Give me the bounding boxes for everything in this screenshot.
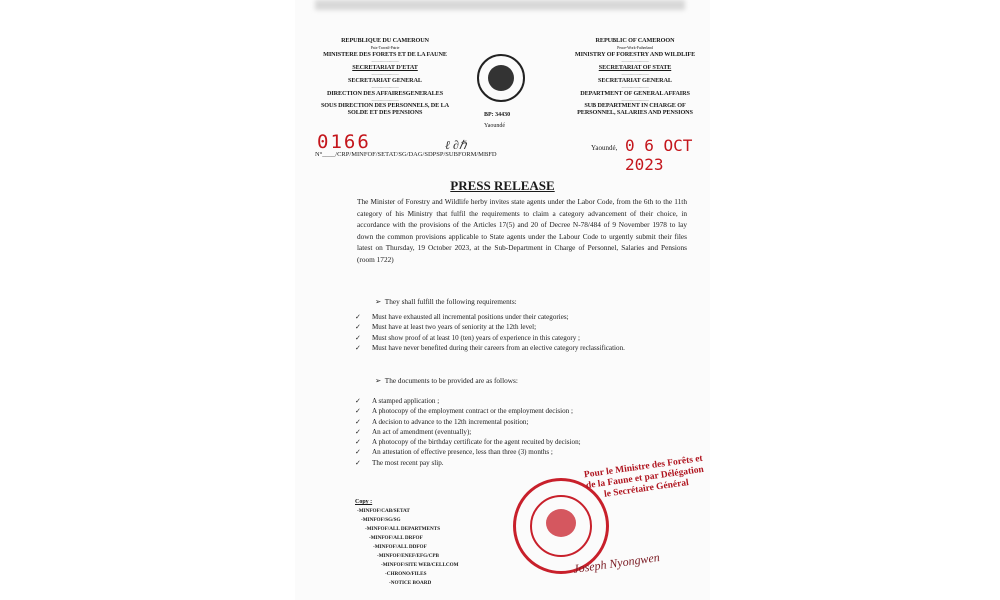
reference-number-stamp: 0166 [317, 131, 371, 153]
list-item: ✓ Must have never benefited during their careers from an elective category reclassification. [355, 343, 695, 353]
header-left-french [315, 36, 455, 116]
press-release-document [295, 0, 710, 600]
header-right-line4: SECRETARIAT GENERAL [598, 77, 672, 84]
date-stamp: 0 6 OCT 2023 [625, 136, 693, 174]
header-divider: .............................. [371, 58, 399, 63]
copy-item: -NOTICE BOARD [389, 580, 432, 586]
signature: Joseph Nyongwen [572, 550, 661, 576]
documents-lead-text: The documents to be provided are as follows: [384, 376, 518, 385]
copy-item: -MINFOF/SITE WEB/CELLCOM [381, 562, 459, 568]
header-left-line5: DIRECTION DES AFFAIRESGENERALES [326, 90, 444, 97]
reference-line: N°____/CRP/MINFOF/SETAT/SG/DAG/SDPSP/SUBFORM/MBFD [315, 151, 497, 158]
header-divider: .............................. [371, 97, 399, 102]
header-divider: .............................. [621, 71, 649, 76]
header-right-motto: Peace-Work-Fatherland [617, 45, 653, 50]
list-item: ✓ Must have exhausted all incremental positions under their categories; [355, 312, 695, 322]
header-right-line5: DEPARTMENT OF GENERAL AFFAIRS [580, 90, 690, 97]
header-right-line1: REPUBLIC OF CAMEROON [595, 37, 675, 44]
header-right-line2: MINISTRY OF FORESTRY AND WILDLIFE [574, 51, 696, 58]
header-left-line6: SOUS DIRECTION DES PERSONNELS, DE LA SOLDE ET DES PENSIONS [320, 102, 450, 116]
list-item: ✓ A photocopy of the birthday certificate for the agent recuited by decision; [355, 437, 695, 447]
document-title: PRESS RELEASE [450, 178, 555, 193]
date-label: Yaoundé, [591, 144, 618, 152]
copy-item: -MINFOF/ALL DDFOF [373, 544, 427, 550]
header-right-line3: SECRETARIAT OF STATE [598, 64, 672, 71]
header-divider: .............................. [371, 84, 399, 89]
header-right-english [565, 36, 705, 116]
header-divider: .............................. [621, 58, 649, 63]
copy-item: -MINFOF/ENEF/EFG/CPB [377, 553, 439, 559]
documents-lead: ➢ The documents to be provided are as follows: [375, 376, 518, 385]
header-right-line6: SUB DEPARTMENT IN CHARGE OF PERSONNEL, SALARIES AND PENSIONS [577, 102, 693, 116]
requirements-lead: ➢ They shall fulfill the following requirements: [375, 297, 517, 306]
list-item: ✓ Must show proof of at least 10 (ten) years of experience in this category ; [355, 333, 695, 343]
requirements-lead-text: They shall fulfill the following requirements: [384, 297, 517, 306]
header-divider: .............................. [621, 97, 649, 102]
copy-item: -MINFOF/SG/SG [361, 517, 401, 523]
top-blurred-strip [315, 0, 685, 10]
header-left-motto: Paix-Travail-Patrie [370, 45, 400, 50]
header-city: Yaoundé [484, 123, 506, 129]
list-item: ✓ An act of amendment (eventually); [355, 427, 695, 437]
delegation-stamp-text: Pour le Ministre des Forêts et de la Faune et par Délégation le Secrétaire Général [583, 453, 705, 500]
copy-item: -MINFOF/ALL DEPARTMENTS [365, 526, 441, 532]
header-left-line3: SECRETARIAT D'ETAT [352, 64, 418, 71]
list-item: ✓ Must have at least two years of seniority at the 12th level; [355, 322, 695, 332]
copies-heading: Copy : [355, 499, 373, 505]
copies-block [355, 498, 459, 588]
copy-item: -MINFOF/CAB/SETAT [357, 508, 410, 514]
header-left-line4: SECRETARIAT GENERAL [348, 77, 422, 84]
copy-item: -MINFOF/ALL DRFOF [369, 535, 423, 541]
list-item: ✓ A stamped application ; [355, 396, 695, 406]
header-left-line2: MINISTERE DES FORETS ET DE LA FAUNE [323, 51, 447, 58]
list-item: ✓ An attestation of effective presence, less than three (3) months ; [355, 447, 695, 457]
list-item: ✓ The most recent pay slip. [355, 458, 695, 468]
header-left-line1: REPUBLIQUE DU CAMEROUN [341, 37, 429, 44]
requirements-list [355, 312, 695, 353]
copy-item: -CHRONO/FILES [385, 571, 427, 577]
postal-box: BP: 34430 [484, 112, 511, 118]
list-item: ✓ A decision to advance to the 12th incremental position; [355, 417, 695, 427]
header-divider: .............................. [371, 71, 399, 76]
list-item: ✓ A photocopy of the employment contract or the employment decision ; [355, 406, 695, 416]
intro-paragraph: The Minister of Forestry and Wildlife herby invites state agents under the Labor Code, from the 6th to the 11th category of his Ministry that fulfil the requirements to claim a category advancement of their choice, in accordance with the provisions of the Articles 17(5) and 20 of Decree N-78/484 of 9 November 1978 to lay down the common provisions applicable to State agents under the Labour Code to urgently submit their files latest on Thursday, 19 October 2023, at the Sub-Department in Charge of Personnel, Salaries and Pensions (room 1722) [357, 197, 687, 264]
ministry-emblem-icon [477, 54, 525, 102]
initials-scrawl: ℓ ∂ℏ [445, 138, 467, 152]
header-divider: .............................. [621, 84, 649, 89]
documents-list [355, 396, 695, 468]
